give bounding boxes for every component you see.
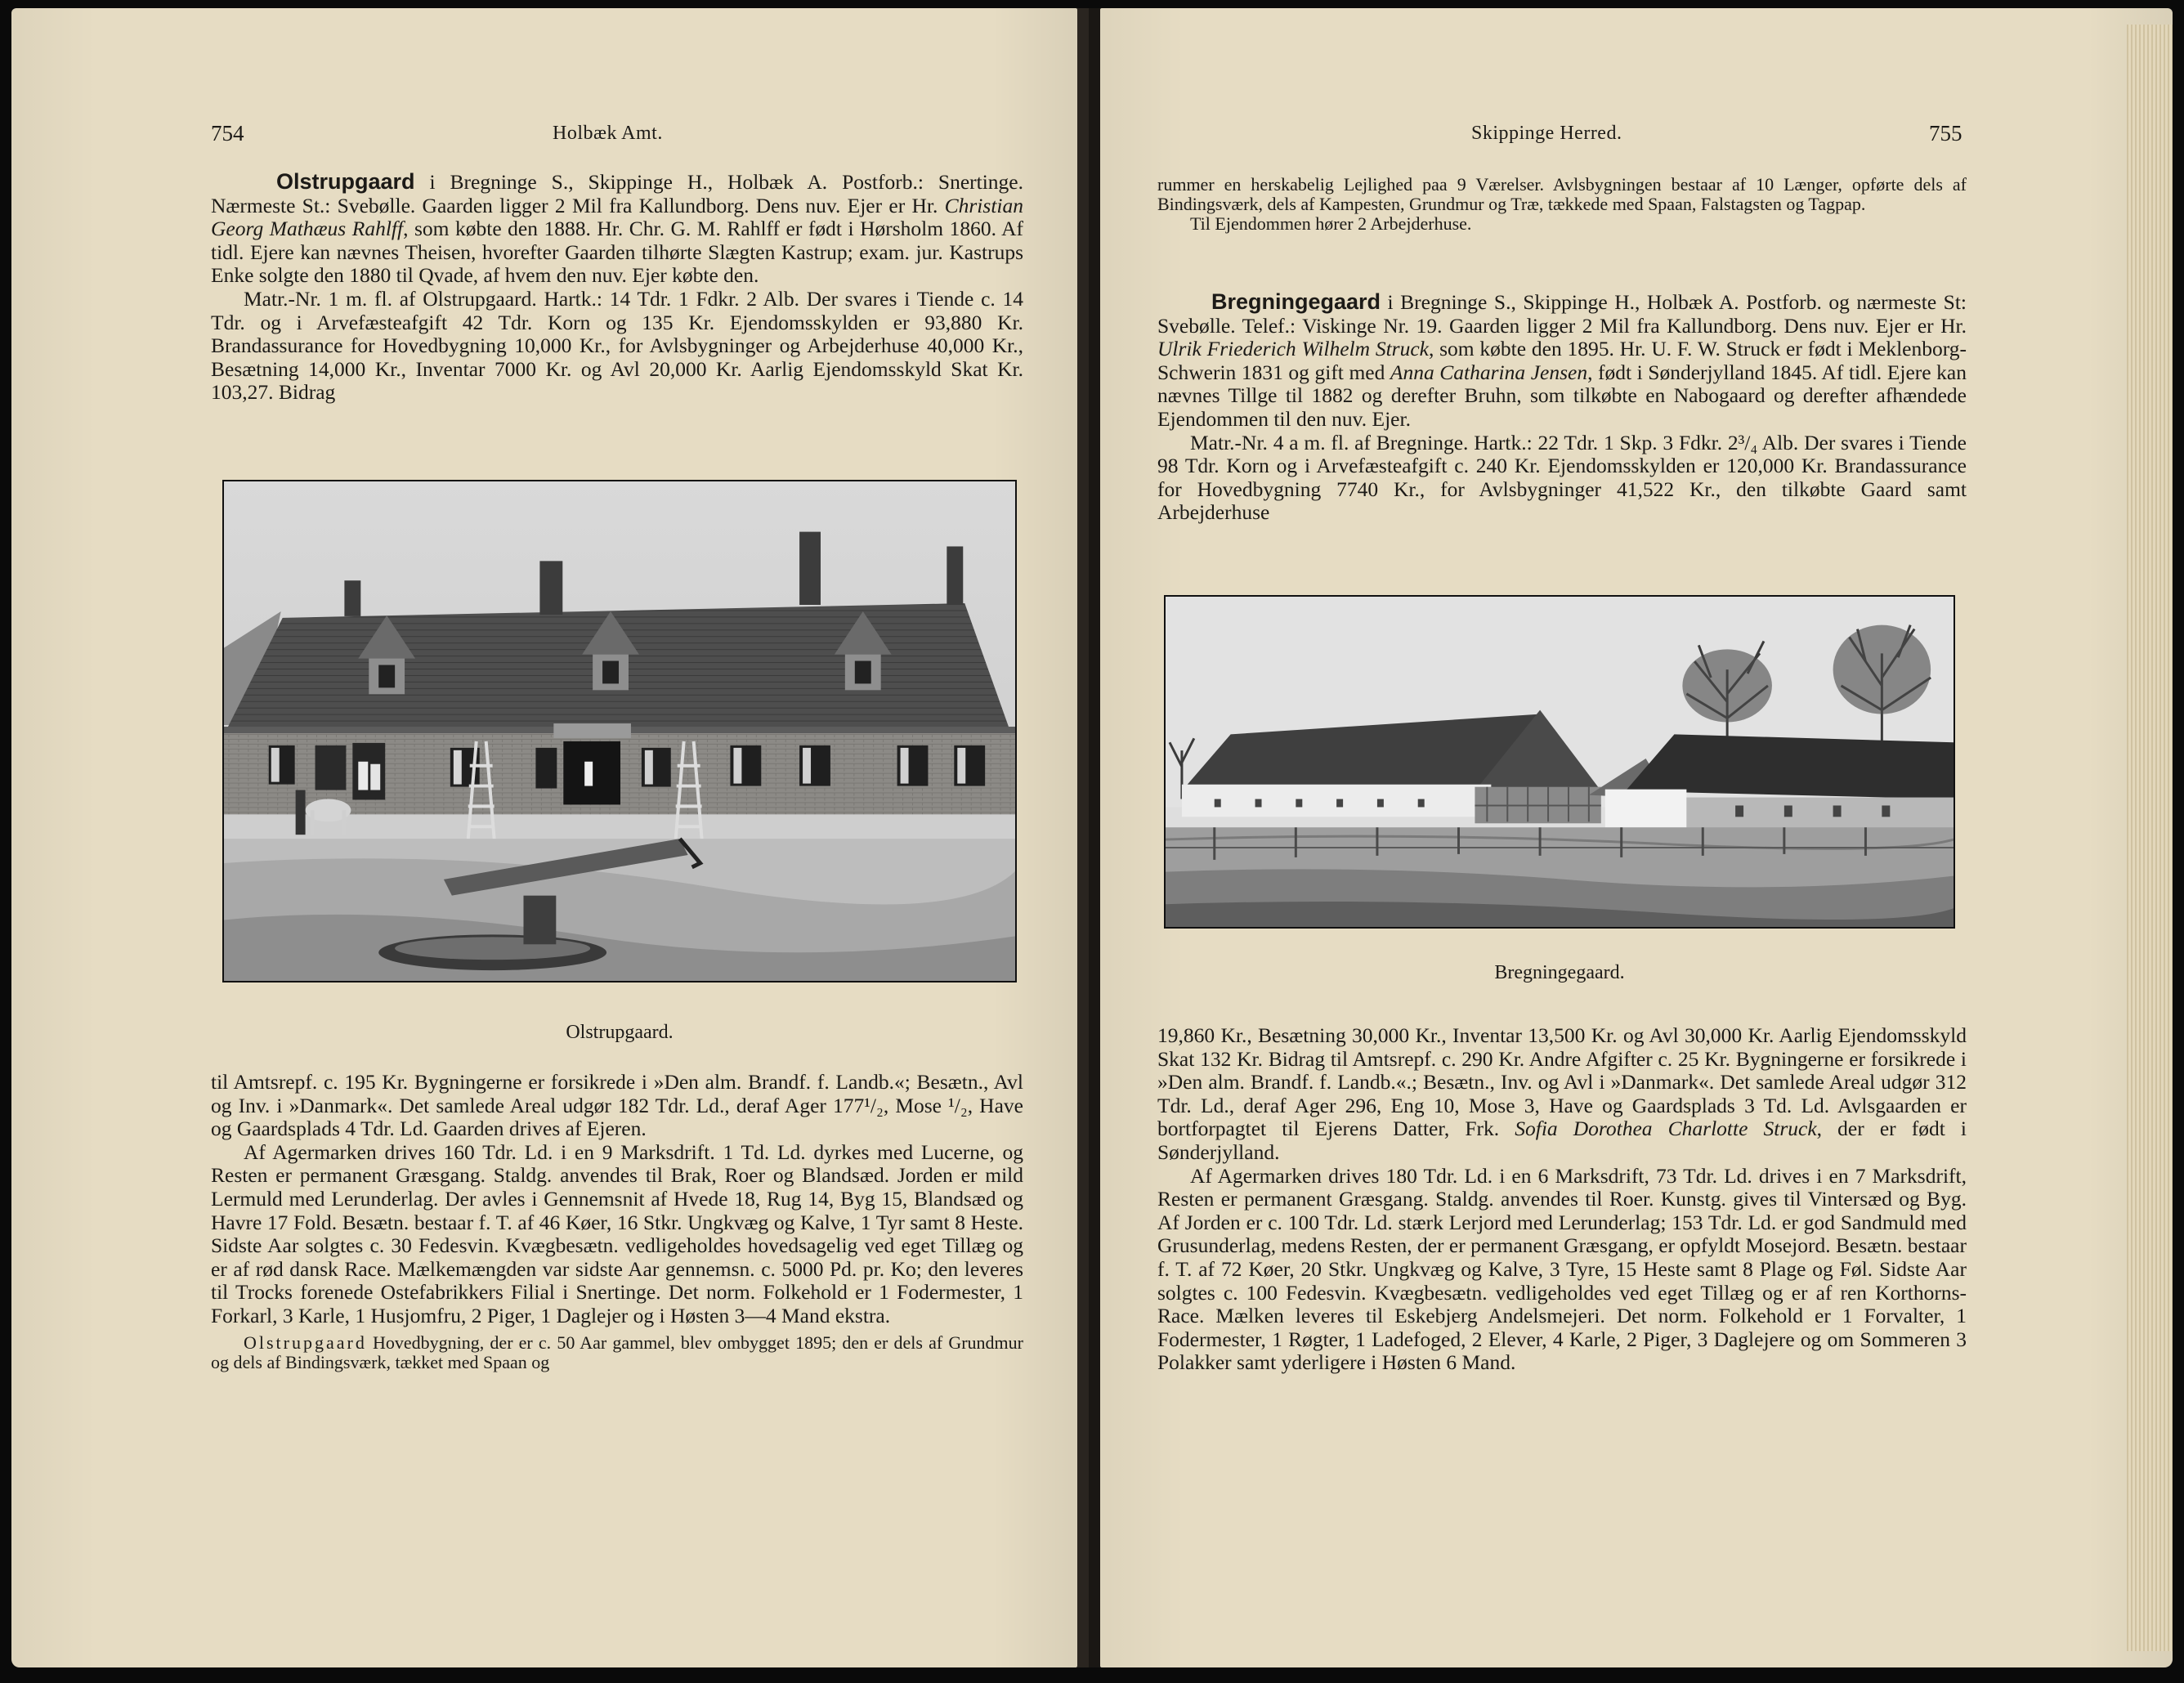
- olstrupgaard-intro-rest: , som købte den 1888. Hr. Chr. G. M. Rahlff er født i Hørsholm 1860. Af tidl. Ejere kan nævnes Theisen, hvorefter Gaarden tilhørte Slægten Kastrup; exam. jur. Kastrups Enke solgte den 1880 til Qvade, af hvem den nuv. Ejer købte den.: [211, 217, 1023, 288]
- olstrupgaard-title: Olstrupgaard: [276, 169, 415, 194]
- olstrupgaard-caption: Olstrupgaard.: [566, 1022, 674, 1043]
- bregningegaard-intro-text: i Bregninge S., Skippinge H., Holbæk A. Postforb. og nærmeste St: Svebølle. Telef.: Viskinge Nr. 19. Gaarden ligger 2 Mil fra Kallundborg. Dens nuv. Ejer er Hr.: [1157, 290, 1967, 338]
- bregningegaard-continued-part-2: , der er født i Sønderjylland.: [1157, 1117, 1967, 1164]
- bregningegaard-owner: Ulrik Friederich Wilhelm Struck: [1157, 337, 1429, 361]
- bregningegaard-title: Bregningegaard: [1211, 289, 1381, 314]
- bregningegaard-continued-part-1: 19,860 Kr., Besætning 30,000 Kr., Inventar 13,500 Kr. og Avl 30,000 Kr. Aarlig Ejendomsskyld Skat 132 Kr. Bidrag til Amtsrepf. c. 290 Kr. Andre Afgifter c. 25 Kr. Bygningerne er forsikrede i »Den alm. Brandf. f. Landb.«.; Besætn., Inv. og Avl i »Danmark«. Det samlede Areal udgør 312 Tdr. Ld., deraf Ager 296, Eng 10, Mose 3, Have og Gaardsplads 3 Td. Ld. Avlsgaarden er bortforpagtet til Ejerens Datter, Frk.: [1157, 1023, 1967, 1141]
- olstrupgaard-building-label: Olstrupgaard: [244, 1332, 367, 1353]
- left-running-head: Holbæk Amt.: [553, 123, 663, 144]
- book-gutter-shadow: [1089, 8, 1100, 1667]
- olstrupgaard-building-text: Hovedbygning, der er c. 50 Aar gammel, blev ombygget 1895; den er dels af Grundmur og dels af Bindingsværk, tækket med Spaan og: [211, 1332, 1023, 1372]
- bregningegaard-entry: [1157, 290, 1967, 525]
- right-running-head: Skippinge Herred.: [1471, 123, 1622, 144]
- bregningegaard-continued: [1157, 1024, 1967, 1375]
- bregningegaard-continued-text: [1157, 1024, 1967, 1165]
- right-page-number: 755: [1929, 121, 1962, 145]
- bregningegaard-caption: Bregningegaard.: [1494, 962, 1625, 983]
- olstrupgaard-matr: Matr.-Nr. 1 m. fl. af Olstrupgaard. Hartk.: 14 Tdr. 1 Fdkr. 2 Alb. Der svares i Tiende c. 14 Tdr. og i Arvefæsteafgift 42 Tdr. Korn og 135 Kr. Ejendomsskylden er 93,880 Kr. Brandassurance for Hovedbygning 10,000 Kr., for Avlsbygninger og Arbejderhuse 40,000 Kr., Besætning 14,000 Kr., Inventar 7000 Kr. og Avl 20,000 Kr. Aarlig Ejendomsskyld Skat Kr. 103,27. Bidrag: [211, 286, 1023, 405]
- bregningegaard-wife: Anna Catharina Jensen: [1390, 360, 1588, 384]
- olstrupgaard-intro: [211, 170, 1023, 288]
- bregningegaard-matr: Matr.-Nr. 4 a m. fl. af Bregninge. Hartk.: 22 Tdr. 1 Skp. 3 Fdkr. 2³/₄ Alb. Der svares i Tiende 98 Tdr. Korn og i Arvefæsteafgift c. 240 Kr. Ejendomsskylden er 120,000 Kr. Brandassurance for Hovedbygning 7740 Kr., for Avlsbygninger 41,522 Kr., den tilkøbte Gaard samt Arbejderhuse: [1157, 430, 1967, 525]
- bregningegaard-intro-text-2: , som købte den 1895. Hr. U. F. W. Struck er født i Meklenborg-Schwerin 1831 og gift med: [1157, 337, 1967, 384]
- olstrupgaard-continued: [211, 1071, 1023, 1372]
- right-carry-text: [1157, 175, 1967, 234]
- left-page-number: 754: [211, 121, 244, 145]
- bregningegaard-intro: [1157, 290, 1967, 432]
- olstrupgaard-entry: [211, 170, 1023, 405]
- book-gutter: [1077, 8, 1089, 1667]
- right-carry-paragraph: rummer en herskabelig Lejlighed paa 9 Værelser. Avlsbygningen bestaar af 10 Længer, opførte dels af Bindingsværk, dels af Kampesten, Grundmur og Træ, tækkede med Spaan, Falstagsten og Tagpap.: [1157, 174, 1967, 214]
- olstrupgaard-building: [211, 1333, 1023, 1372]
- olstrupgaard-continued-text: til Amtsrepf. c. 195 Kr. Bygningerne er forsikrede i »Den alm. Brandf. f. Landb.«; Besætn., Avl og Inv. i »Danmark«. Det samlede Areal udgør 182 Tdr. Ld., deraf Ager 177¹/₂, Mose ¹/₂, Have og Gaardsplads 4 Tdr. Ld. Gaarden drives af Ejeren.: [211, 1070, 1023, 1141]
- olstrupgaard-photo: [222, 480, 1017, 982]
- olstrupgaard-farming: Af Agermarken drives 160 Tdr. Ld. i en 9 Marksdrift. 1 Td. Ld. dyrkes med Lucerne, og Resten er permanent Græsgang. Staldg. anvendes til Brak, Roer og Blandsæd. Jorden er mild Lermuld med Lerunderlag. Der avles i Gennemsnit af Hvede 18, Rug 14, Byg 15, Blandsæd og Havre 17 Fold. Besætn. bestaar f. T. af 46 Køer, 16 Stkr. Ungkvæg og Kalve, 1 Tyr samt 8 Heste. Sidste Aar solgtes c. 30 Fedesvin. Kvægbesætn. vedligeholdes hovedsagelig ved eget Tillæg og er af rød dansk Race. Mælkemængden var sidste Aar gennemsn. c. 5000 Pd. pr. Ko; den leveres til Trocks forenede Ostefabrikkers Filial i Snertinge. Det norm. Folkehold er 1 Fodermester, 1 Forkarl, 3 Karle, 1 Husjomfru, 2 Piger, 1 Daglejer og i Høsten 3—4 Mand ekstra.: [211, 1139, 1023, 1327]
- bregningegaard-photo: [1164, 595, 1955, 929]
- olstrupgaard-intro-text: i Bregninge S., Skippinge H., Holbæk A. Postforb.: Snertinge. Nærmeste St.: Svebølle. Gaarden ligger 2 Mil fra Kallundborg. Dens nuv. Ejer er Hr.: [211, 170, 1023, 217]
- bregningegaard-daughter: Sofia Dorothea Charlotte Struck: [1515, 1117, 1817, 1141]
- right-carry-paragraph-2: Til Ejendommen hører 2 Arbejderhuse.: [1190, 213, 1472, 234]
- bregningegaard-farming: Af Agermarken drives 180 Tdr. Ld. i en 6 Marksdrift, 73 Tdr. Ld. drives i en 7 Marksdrift, Resten er permanent Græsgang. Staldg. anvendes til Roer. Kunstg. gives til Vintersæd og Byg. Af Jorden er c. 100 Tdr. Ld. stærk Lerjord med Lerunderlag; 153 Tdr. Ld. er god Sandmuld med Grusunderlag, medens Resten, der er permanent Græsgang, er opfyldt Mosejord. Besætn. bestaar f. T. af 72 Køer, 20 Stkr. Ungkvæg og Kalve, 3 Tyre, 15 Heste samt 8 Plage og Føl. Sidste Aar solgtes c. 100 Fedesvin. Kvægbesætn. vedligeholdes ved eget Tillæg og er af ren Korthorns-Race. Mælken leveres til Eskebjerg Andelsmejeri. Det norm. Folkehold er 1 Forvalter, 1 Fodermester, 1 Røgter, 1 Ladefoged, 2 Elever, 4 Karle, 2 Piger, 3 Daglejere og om Sommeren 3 Polakker samt yderligere i Høsten 6 Mand.: [1157, 1163, 1967, 1375]
- bregningegaard-intro-text-3: , født i Sønderjylland 1845. Af tidl. Ejere kan nævnes Tillge til 1882 og derefter Bruhn, som tilkøbte en Nabogaard og derefter afhændede Ejendommen til den nuv. Ejer.: [1157, 360, 1967, 431]
- olstrupgaard-owner: Christian Georg Mathæus Rahlff: [211, 193, 1023, 241]
